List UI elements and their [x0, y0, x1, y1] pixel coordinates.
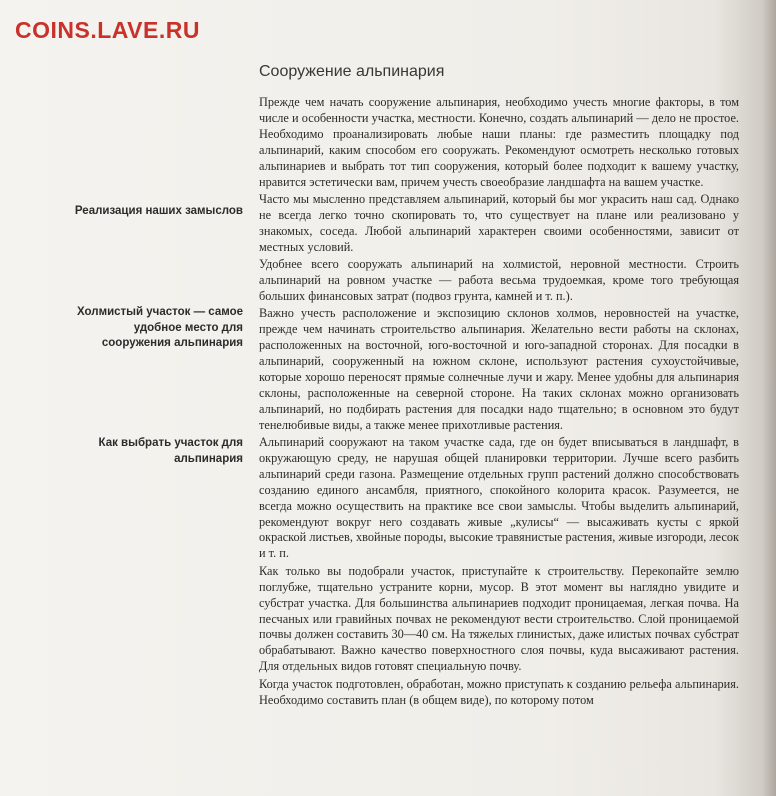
paragraph: Прежде чем начать сооружение альпинария, необходимо учесть многие факторы, в том числе и особенности участка, местности. Конечно, создать альпинарий — дело не простое. Необходимо проанализировать любые наши планы: где разместить площадку под альпинарий, каким способом его сооружать. Рекомендуют осмотреть несколько готовых альпинариев и выбрать тот тип сооружения, который более подходит к вашему участку, нравится эстетически вам, причем учесть своеобразие ландшафта на вашем участке. — [259, 95, 739, 189]
sidenote-choose-site: Как выбрать участок для альпинария — [98, 437, 243, 465]
paragraph: Как только вы подобрали участок, приступайте к строительству. Перекопайте землю поглубже, тщательно устраните корни, мусор. В этот момент вы наглядно увидите и субстрат участка. Для большинства альпинариев подходит проницаемая, легкая почва. На песчаных или гравийных почвах не рекомендуют вести строительство. Слой проницаемой почвы должен составить 30—40 см. На тяжелых глинистых, даже илистых почвах субстрат обрабатывают. Важно качество поверхностного слоя почвы, куда высаживают растения. Для отдельных видов готовят специальную почву. — [259, 563, 739, 674]
paragraph: Удобнее всего сооружать альпинарий на холмистой, неровной местности. Строить альпинарий на ровном участке — работа весьма трудоемкая, кроме того требующая больших финансовых затрат (подвоз грунта, камней и т. п.). — [259, 257, 739, 303]
watermark-text: COINS.LAVE.RU — [15, 17, 200, 43]
paragraph: Альпинарий сооружают на таком участке сада, где он будет вписываться в ландшафт, в окружающую среду, не нарушая общей планировки территории. Лучше всего разбить альпинарий среди газона. Размещение отдельных групп растений должно способствовать созданию единого ансамбля, приятного, спокойного колорита красок. Разумеется, не всегда можно осуществить на практике все свои замыслы. Чтобы выделить альпинарий, рекомендуют вокруг него создавать живые „кулисы“ — высаживать кусты с яркой окраской листьев, хвойные породы, высокие травянистые растения, живые изгороди, лесок и т. п. — [259, 435, 739, 561]
sidenote-hilly-site: Холмистый участок — самое удобное место для сооружения альпинария — [77, 306, 243, 349]
paragraph: Часто мы мысленно представляем альпинарий, который бы мог украсить наш сад. Однако не всегда легко точно скопировать то, что существует на плане или реализовано у знакомых, соседа. Любой альпинарий характерен своими особенностями, зависит от местных условий. — [259, 191, 739, 254]
page-title: Сооружение альпинария — [259, 63, 445, 80]
sidenote-realization: Реализация наших замыслов — [74, 205, 243, 217]
paragraph: Важно учесть расположение и экспозицию склонов холмов, неровностей на участке, прежде чем начинать строительство альпинария. Желательно вести работы на склонах, расположенных на восточной, юго-восточной и юго-западной сторонах. Для посадки в альпинарий, сооруженный на южном склоне, используют растения сухоустойчивые, которые хорошо переносят прямые солнечные лучи и жару. Менее удобны для альпинария склоны, расположенные на северной стороне. На таких склонах можно организовать альпинарий, но подбирать растения для посадки надо тщательно; в основном это будут тенелюбивые виды, а также менее прихотливые растения. — [259, 306, 739, 432]
body-text — [259, 95, 739, 710]
page-edge-shadow — [762, 0, 776, 796]
paragraph: Когда участок подготовлен, обработан, можно приступать к созданию рельефа альпинария. Необходимо составить план (в общем виде), по которому потом — [259, 676, 739, 707]
